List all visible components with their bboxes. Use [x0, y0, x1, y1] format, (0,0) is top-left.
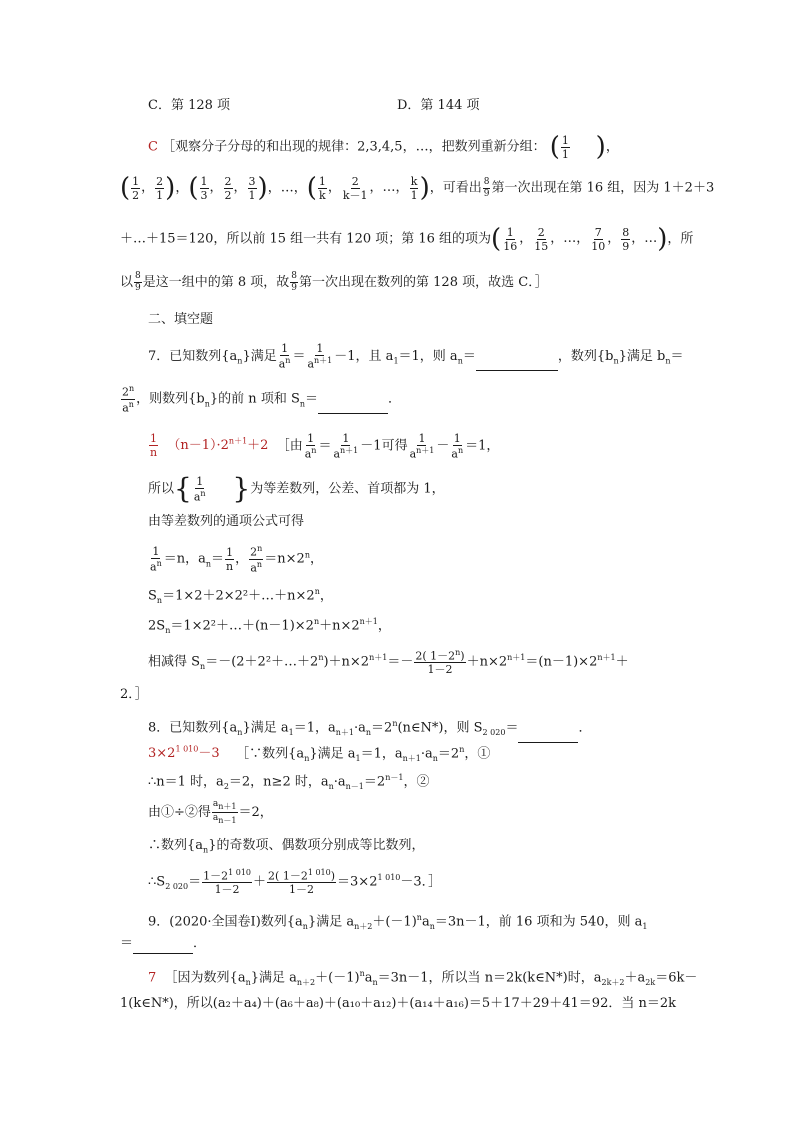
blank-7b[interactable] [318, 401, 388, 414]
question-8: 8．已知数列$\{a_n\}$满足 $a_1=1$，$a_{n+1}\cdot a_n=2^n(n\in N*)$，则 $S_{2 020}=$ ． [148, 714, 591, 743]
question-7: 7．已知数列$\{a_n\}$满足 $\frac{1}{a^n}$ ＝ $\frac{1}{a^{n+1}}$ －1，且 $a_1=1$，则 $a_n=$ ，数列$\{b_n\}$满足 $b_n=$ [148, 342, 684, 371]
answer-7-line-4: $\frac{1}{a^n}$ ＝n，$a_n=$ $\frac{1}{n}$ ， $\frac{2^n}{a^n}$ $=n\times 2^n$， [150, 544, 323, 575]
question-9-cont: ＝ ． [120, 934, 206, 954]
blank-8[interactable] [518, 730, 578, 743]
question-9: 9．(2020·全国卷Ⅰ)数列$\{a_n\}$满足 $a_{n+2}+(-1)^na_n=3n-1$，前 16 项和为 540，则 $a_1$ [148, 913, 648, 931]
option-c: C．第 128 项 [148, 98, 231, 113]
answer-9-line-2: 1(k∈N*)，所以(a₂＋a₄)＋(a₆＋a₈)＋(a₁₀＋a₁₂)＋(a₁₄＋a₁₆)＝5＋17＋29＋41＝92．当 n＝2k [120, 996, 676, 1011]
answer-7: $\frac{1}{n}$ $(n-1)\cdot 2^{n+1}+2$ ［由 $\frac{1}{a^n}$ ＝ $\frac{1}{a^{n+1}}$ －1可得 $\frac{1}{a^{n+1}}$ － $\frac{1}{a^n}$ ＝1， [150, 431, 500, 461]
answer-7-line-2: 所以 { $\frac{1}{a^n}$ } 为等差数列，公差、首项都为 1， [148, 475, 445, 503]
answer-line-2: ( $\frac{1}{2}$ ， $\frac{2}{1}$ ) ， ( $\frac{1}{3}$ ， $\frac{2}{2}$ ， $\frac{3}{1}$ ) ，…， ( $\frac{1}{k}$ ， $\frac{2}{k-1}$ ，…， $\frac{k}{1}$ ) ，可看出 $\frac{8}{9}$ 第一次出现在第 16 组，因为 1＋2＋3 [120, 175, 714, 201]
blank-9[interactable] [133, 941, 193, 954]
answer-8: $3\times 2^{1 010}-3$ ［∵数列$\{a_n\}$满足 $a_1=1$，$a_{n+1}\cdot a_n=2^n$，① [148, 745, 491, 763]
answer-line-1: C ［观察分子分母的和出现的规律：2,3,4,5，…，把数列重新分组： ( $\frac{1}{1}$ ) ， [148, 134, 619, 160]
answer-line-3: ＋…＋15＝120，所以前 15 组一共有 120 项；第 16 组的项为 ( $\frac{1}{16}$ ， $\frac{2}{15}$ ，…， $\frac{7}{10}$ ， $\frac{8}{9}$ ，… ) ，所 [120, 226, 693, 252]
answer-8-line-5: $\therefore S_{2 020}=$ $\frac{1-2^{1 010}}{1-2}$ ＋ $\frac{2( 1-2^{1 010})}{1-2}$ $=3\times 2^{1 010}-3$．］ [148, 867, 442, 897]
answer-8-line-3: 由①÷②得 $\frac{a_{n+1}}{a_{n-1}}$ ＝2， [148, 799, 273, 825]
answer-7-line-8: 2．］ [120, 687, 148, 702]
blank-7a[interactable] [476, 358, 558, 371]
question-7-cont: $\frac{2^n}{a^n}$ ，则数列$\{b_n\}$的前 n 项和 $S_n=$ ． [122, 384, 402, 415]
answer-letter: C [148, 139, 158, 155]
answer-7-line-3: 由等差数列的通项公式可得 [148, 514, 305, 529]
answer-7-line-7: 相减得 $S_n=-(2+2^2+\dots+2^n)+n\times 2^{n+1}=-$ $\frac{2( 1-2^n)}{1-2}$ $+n\times 2^{n+1}=(n-1)\times 2^{n+1}+$ [148, 647, 629, 677]
answer-7-line-5: $S_n=1\times 2+2\times 2^2+\dots+n\times 2^n$， [148, 587, 333, 605]
answer-7-line-6: $2S_n=1\times 2^2+\dots+(n-1)\times 2^n+n\times 2^{n+1}$， [148, 617, 391, 635]
option-d: D．第 144 项 [397, 98, 480, 113]
section-heading: 二、填空题 [148, 312, 214, 327]
answer-8-line-4: ∴数列$\{a_n\}$的奇数项、偶数项分别成等比数列， [148, 838, 425, 855]
answer-9: 7 ［因为数列$\{a_n\}$满足 $a_{n+2}+(-1)^na_n=3n-1$，所以当 n＝2k(k∈N*)时，$a_{2k+2}+a_{2k}=6k-$ [148, 969, 698, 987]
answer-line-4: 以 $\frac{8}{9}$ 是这一组中的第 8 项，故 $\frac{8}{9}$ 第一次出现在数列的第 128 项，故选 C．］ [120, 271, 548, 293]
answer-8-line-2: ∴n＝1 时，$a_2=2$，n≥2 时，$a_n\cdot a_{n-1}=2^{n-1}$，② [148, 773, 430, 791]
